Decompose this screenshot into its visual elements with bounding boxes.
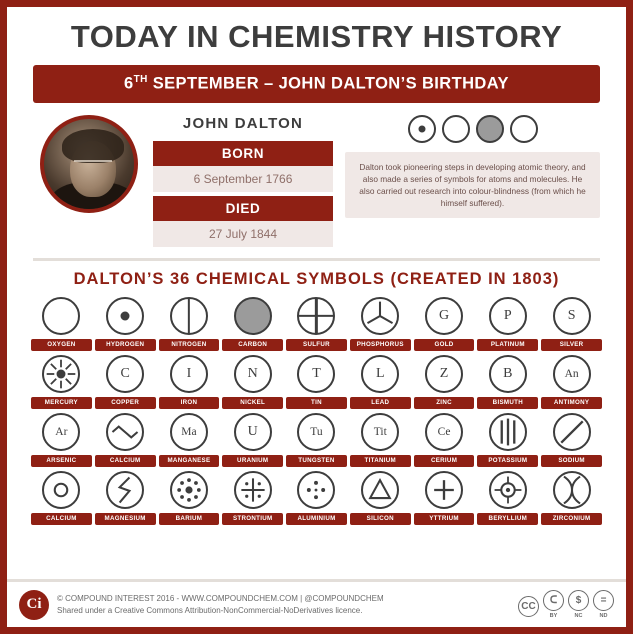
bio-note: Dalton took pioneering steps in developing atomic theory, and also made a series of symbols for atoms and molecules. He also carried out research into colour-blindness (from which he himself suffered). bbox=[345, 152, 600, 218]
symbol-cell bbox=[477, 297, 538, 351]
cc-badge bbox=[593, 590, 614, 619]
symbol-cell bbox=[350, 413, 411, 467]
symbol-cell bbox=[159, 297, 220, 351]
symbol-label: GOLD bbox=[414, 339, 475, 351]
died-label: DIED bbox=[153, 196, 333, 221]
symbol-cell bbox=[159, 471, 220, 525]
symbol-cell bbox=[286, 413, 347, 467]
symbol-grid bbox=[31, 297, 602, 525]
symbol-tin-icon: T bbox=[297, 355, 335, 393]
subtitle-banner bbox=[33, 65, 600, 103]
symbol-label: NICKEL bbox=[222, 397, 283, 409]
symbol-label: OXYGEN bbox=[31, 339, 92, 351]
symbol-cell bbox=[31, 297, 92, 351]
symbol-cell bbox=[477, 471, 538, 525]
symbol-label: ZIRCONIUM bbox=[541, 513, 602, 525]
symbol-label: NITROGEN bbox=[159, 339, 220, 351]
cc-badge bbox=[518, 596, 539, 619]
footer-text bbox=[57, 593, 518, 617]
symbol-cell bbox=[95, 413, 156, 467]
symbol-strontium-icon bbox=[234, 471, 272, 509]
symbol-label: BARIUM bbox=[159, 513, 220, 525]
symbol-label: LEAD bbox=[350, 397, 411, 409]
creative-commons-icons bbox=[518, 590, 614, 619]
bio-dates-column bbox=[153, 115, 333, 247]
symbol-cell bbox=[350, 355, 411, 409]
symbol-label: MAGNESIUM bbox=[95, 513, 156, 525]
glasses-icon bbox=[74, 160, 112, 169]
symbol-antimony-icon: An bbox=[553, 355, 591, 393]
symbol-label: MANGANESE bbox=[159, 455, 220, 467]
symbol-cell bbox=[222, 355, 283, 409]
symbol-cell bbox=[95, 471, 156, 525]
footer-line-2: Shared under a Creative Commons Attribution-NonCommercial-NoDerivatives licence. bbox=[57, 605, 363, 615]
symbol-label: STRONTIUM bbox=[222, 513, 283, 525]
symbol-cell bbox=[222, 471, 283, 525]
symbol-label: CERIUM bbox=[414, 455, 475, 467]
symbol-label: SILICON bbox=[350, 513, 411, 525]
subtitle-rest: SEPTEMBER – JOHN DALTON’S BIRTHDAY bbox=[147, 74, 509, 93]
symbol-cell bbox=[477, 413, 538, 467]
symbol-label: SODIUM bbox=[541, 455, 602, 467]
symbol-label: ARSENIC bbox=[31, 455, 92, 467]
symbol-potassium-icon bbox=[489, 413, 527, 451]
symbol-cell bbox=[350, 471, 411, 525]
symbol-label: SILVER bbox=[541, 339, 602, 351]
symbol-yttrium-icon bbox=[425, 471, 463, 509]
symbol-label: ZINC bbox=[414, 397, 475, 409]
cc-caption: ND bbox=[599, 612, 608, 619]
symbol-sodium-icon bbox=[553, 413, 591, 451]
symbol-cell bbox=[31, 471, 92, 525]
section-title: DALTON’S 36 CHEMICAL SYMBOLS (CREATED IN 1803) bbox=[73, 269, 560, 288]
symbol-lead-icon: L bbox=[361, 355, 399, 393]
symbol-platinum-icon: P bbox=[489, 297, 527, 335]
symbol-cell bbox=[414, 297, 475, 351]
symbol-oxygen-icon bbox=[42, 297, 80, 335]
died-value: 27 July 1844 bbox=[153, 221, 333, 247]
symbol-cell bbox=[541, 413, 602, 467]
symbol-label: ANTIMONY bbox=[541, 397, 602, 409]
symbol-nickel-icon: N bbox=[234, 355, 272, 393]
demo-carbon-icon bbox=[476, 115, 504, 143]
symbol-label: IRON bbox=[159, 397, 220, 409]
subtitle-day: 6 bbox=[124, 74, 134, 93]
page-inner bbox=[7, 7, 626, 525]
symbol-titanium-icon: Tit bbox=[361, 413, 399, 451]
cc-mark-icon: ᑕ bbox=[543, 590, 564, 611]
symbol-cell bbox=[222, 413, 283, 467]
symbol-cell bbox=[286, 471, 347, 525]
cc-badge bbox=[543, 590, 564, 619]
symbol-label: PHOSPHORUS bbox=[350, 339, 411, 351]
symbol-cell bbox=[159, 355, 220, 409]
symbol-nitrogen-icon bbox=[170, 297, 208, 335]
cc-mark-icon: $ bbox=[568, 590, 589, 611]
symbol-label: TUNGSTEN bbox=[286, 455, 347, 467]
cc-caption: NC bbox=[574, 612, 583, 619]
symbol-cell bbox=[31, 355, 92, 409]
symbol-label: HYDROGEN bbox=[95, 339, 156, 351]
symbol-cell bbox=[477, 355, 538, 409]
symbol-calcium-icon bbox=[106, 413, 144, 451]
symbol-label: CALCIUM bbox=[95, 455, 156, 467]
symbol-iron-icon: I bbox=[170, 355, 208, 393]
demo-oxygen2-icon bbox=[510, 115, 538, 143]
symbol-calcium-icon bbox=[42, 471, 80, 509]
symbol-cell bbox=[541, 297, 602, 351]
symbol-cell bbox=[31, 413, 92, 467]
symbol-cell bbox=[414, 413, 475, 467]
symbol-carbon-icon bbox=[234, 297, 272, 335]
subtitle-ordinal: TH bbox=[133, 74, 148, 85]
symbol-cell bbox=[95, 297, 156, 351]
symbol-label: MERCURY bbox=[31, 397, 92, 409]
symbol-label: ALUMINIUM bbox=[286, 513, 347, 525]
symbol-hydrogen-icon bbox=[106, 297, 144, 335]
person-name: JOHN DALTON bbox=[182, 114, 304, 132]
portrait-hair bbox=[62, 129, 124, 163]
symbol-zinc-icon: Z bbox=[425, 355, 463, 393]
symbol-cell bbox=[159, 413, 220, 467]
symbol-label: URANIUM bbox=[222, 455, 283, 467]
demo-oxygen-icon bbox=[442, 115, 470, 143]
bio-row bbox=[33, 115, 600, 247]
symbol-label: BERYLLIUM bbox=[477, 513, 538, 525]
symbol-silver-icon: S bbox=[553, 297, 591, 335]
symbol-cell bbox=[414, 471, 475, 525]
symbol-label: YTTRIUM bbox=[414, 513, 475, 525]
symbol-cell bbox=[95, 355, 156, 409]
cc-caption: BY bbox=[549, 612, 558, 619]
symbol-sulfur-icon bbox=[297, 297, 335, 335]
symbol-label: TITANIUM bbox=[350, 455, 411, 467]
symbol-label: SULFUR bbox=[286, 339, 347, 351]
cc-mark-icon: CC bbox=[518, 596, 539, 617]
symbol-label: COPPER bbox=[95, 397, 156, 409]
symbol-label: POTASSIUM bbox=[477, 455, 538, 467]
born-label: BORN bbox=[153, 141, 333, 166]
page-title: TODAY IN CHEMISTRY HISTORY bbox=[70, 19, 563, 54]
born-value: 6 September 1766 bbox=[153, 166, 333, 192]
symbol-label: PLATINUM bbox=[477, 339, 538, 351]
bio-note-column bbox=[345, 115, 600, 218]
symbol-zirconium-icon bbox=[553, 471, 591, 509]
symbol-barium-icon bbox=[170, 471, 208, 509]
symbol-gold-icon: G bbox=[425, 297, 463, 335]
symbol-cell bbox=[286, 297, 347, 351]
symbol-aluminium-icon bbox=[297, 471, 335, 509]
symbol-arsenic-icon: Ar bbox=[42, 413, 80, 451]
symbol-cell bbox=[222, 297, 283, 351]
avatar bbox=[40, 115, 138, 213]
cc-badge bbox=[568, 590, 589, 619]
symbol-mercury-icon bbox=[42, 355, 80, 393]
divider bbox=[33, 258, 600, 261]
symbol-demo-row bbox=[345, 115, 600, 143]
symbol-cell bbox=[541, 355, 602, 409]
symbol-cell bbox=[350, 297, 411, 351]
footer bbox=[7, 579, 626, 627]
compound-interest-logo: Ci bbox=[19, 590, 49, 620]
symbol-label: CARBON bbox=[222, 339, 283, 351]
symbol-manganese-icon: Ma bbox=[170, 413, 208, 451]
symbol-cell bbox=[414, 355, 475, 409]
symbol-label: CALCIUM bbox=[31, 513, 92, 525]
symbol-silicon-icon bbox=[361, 471, 399, 509]
symbol-bismuth-icon: B bbox=[489, 355, 527, 393]
symbol-copper-icon: C bbox=[106, 355, 144, 393]
symbol-beryllium-icon bbox=[489, 471, 527, 509]
cc-mark-icon: = bbox=[593, 590, 614, 611]
symbol-uranium-icon: U bbox=[234, 413, 272, 451]
symbol-cell bbox=[286, 355, 347, 409]
footer-line-1: © COMPOUND INTEREST 2016 - WWW.COMPOUNDCHEM.COM | @COMPOUNDCHEM bbox=[57, 593, 384, 603]
demo-hydrogen-icon bbox=[408, 115, 436, 143]
symbol-label: BISMUTH bbox=[477, 397, 538, 409]
symbol-cerium-icon: Ce bbox=[425, 413, 463, 451]
symbol-phosphorus-icon bbox=[361, 297, 399, 335]
symbol-magnesium-icon bbox=[106, 471, 144, 509]
symbol-cell bbox=[541, 471, 602, 525]
portrait-wrap bbox=[33, 115, 145, 213]
symbol-tungsten-icon: Tu bbox=[297, 413, 335, 451]
symbol-label: TIN bbox=[286, 397, 347, 409]
